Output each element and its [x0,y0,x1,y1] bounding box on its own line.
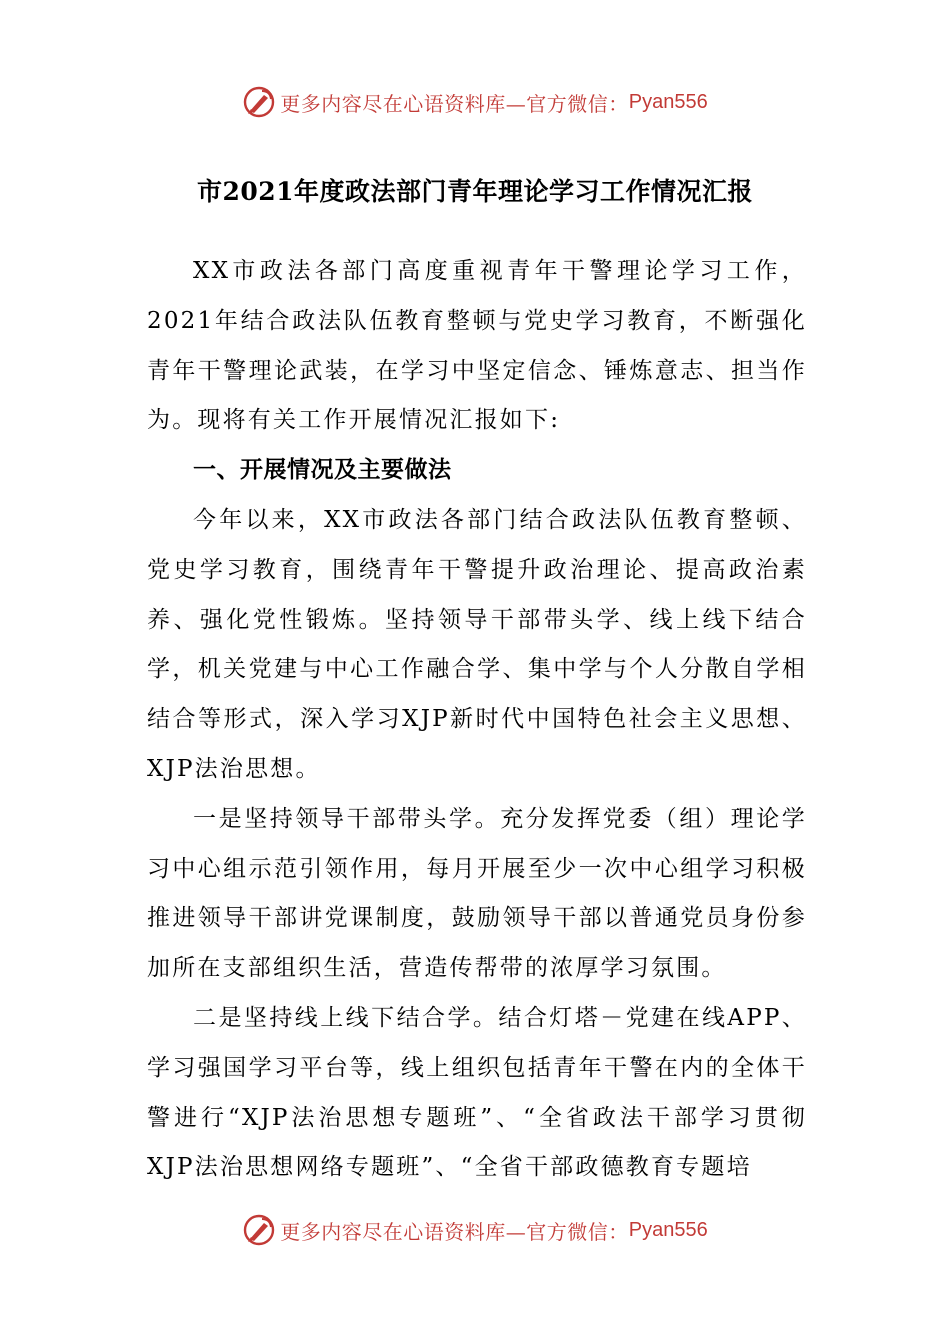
watermark-header [0,82,950,122]
paragraph-point-two: 二是坚持线上线下结合学。结合灯塔－党建在线APP、学习强国学习平台等，线上组织包括青年干警在内的全体干警进行“XJP法治思想专题班”、“全省政法干部学习贯彻XJP法治思想网络专题班”、“全省干部政德教育专题培 [147,1004,807,1181]
watermark-wechat-id: Pyan556 [628,1218,708,1241]
document-body [147,247,807,1193]
pen-logo-icon [242,85,276,119]
watermark-text: 更多内容尽在心语资料库—官方微信： [280,1219,629,1244]
document-title: 市2021年度政法部门青年理论学习工作情况汇报 [196,177,754,206]
paragraph-overview: 今年以来，XX市政法各部门结合政法队伍教育整顿、党史学习教育，围绕青年干警提升政治理论、提高政治素养、强化党性锻炼。坚持领导干部带头学、线上线下结合学，机关党建与中心工作融合学、集中学与个人分散自学相结合等形式，深入学习XJP新时代中国特色社会主义思想、XJP法治思想。 [147,506,807,782]
pen-logo-icon [242,1213,276,1247]
watermark-wechat-id: Pyan556 [628,90,708,113]
paragraph-point-one: 一是坚持领导干部带头学。充分发挥党委（组）理论学习中心组示范引领作用，每月开展至少一次中心组学习积极推进领导干部讲党课制度，鼓励领导干部以普通党员身份参加所在支部组织生活，营造传帮带的浓厚学习氛围。 [147,805,807,982]
watermark-footer [0,1210,950,1250]
paragraph-intro: XX市政法各部门高度重视青年干警理论学习工作，2021年结合政法队伍教育整顿与党史学习教育，不断强化青年干警理论武装，在学习中坚定信念、锤炼意志、担当作为。现将有关工作开展情况汇报如下: [147,258,807,434]
watermark-text: 更多内容尽在心语资料库—官方微信： [280,91,629,116]
section-heading: 一、开展情况及主要做法 [193,457,452,484]
